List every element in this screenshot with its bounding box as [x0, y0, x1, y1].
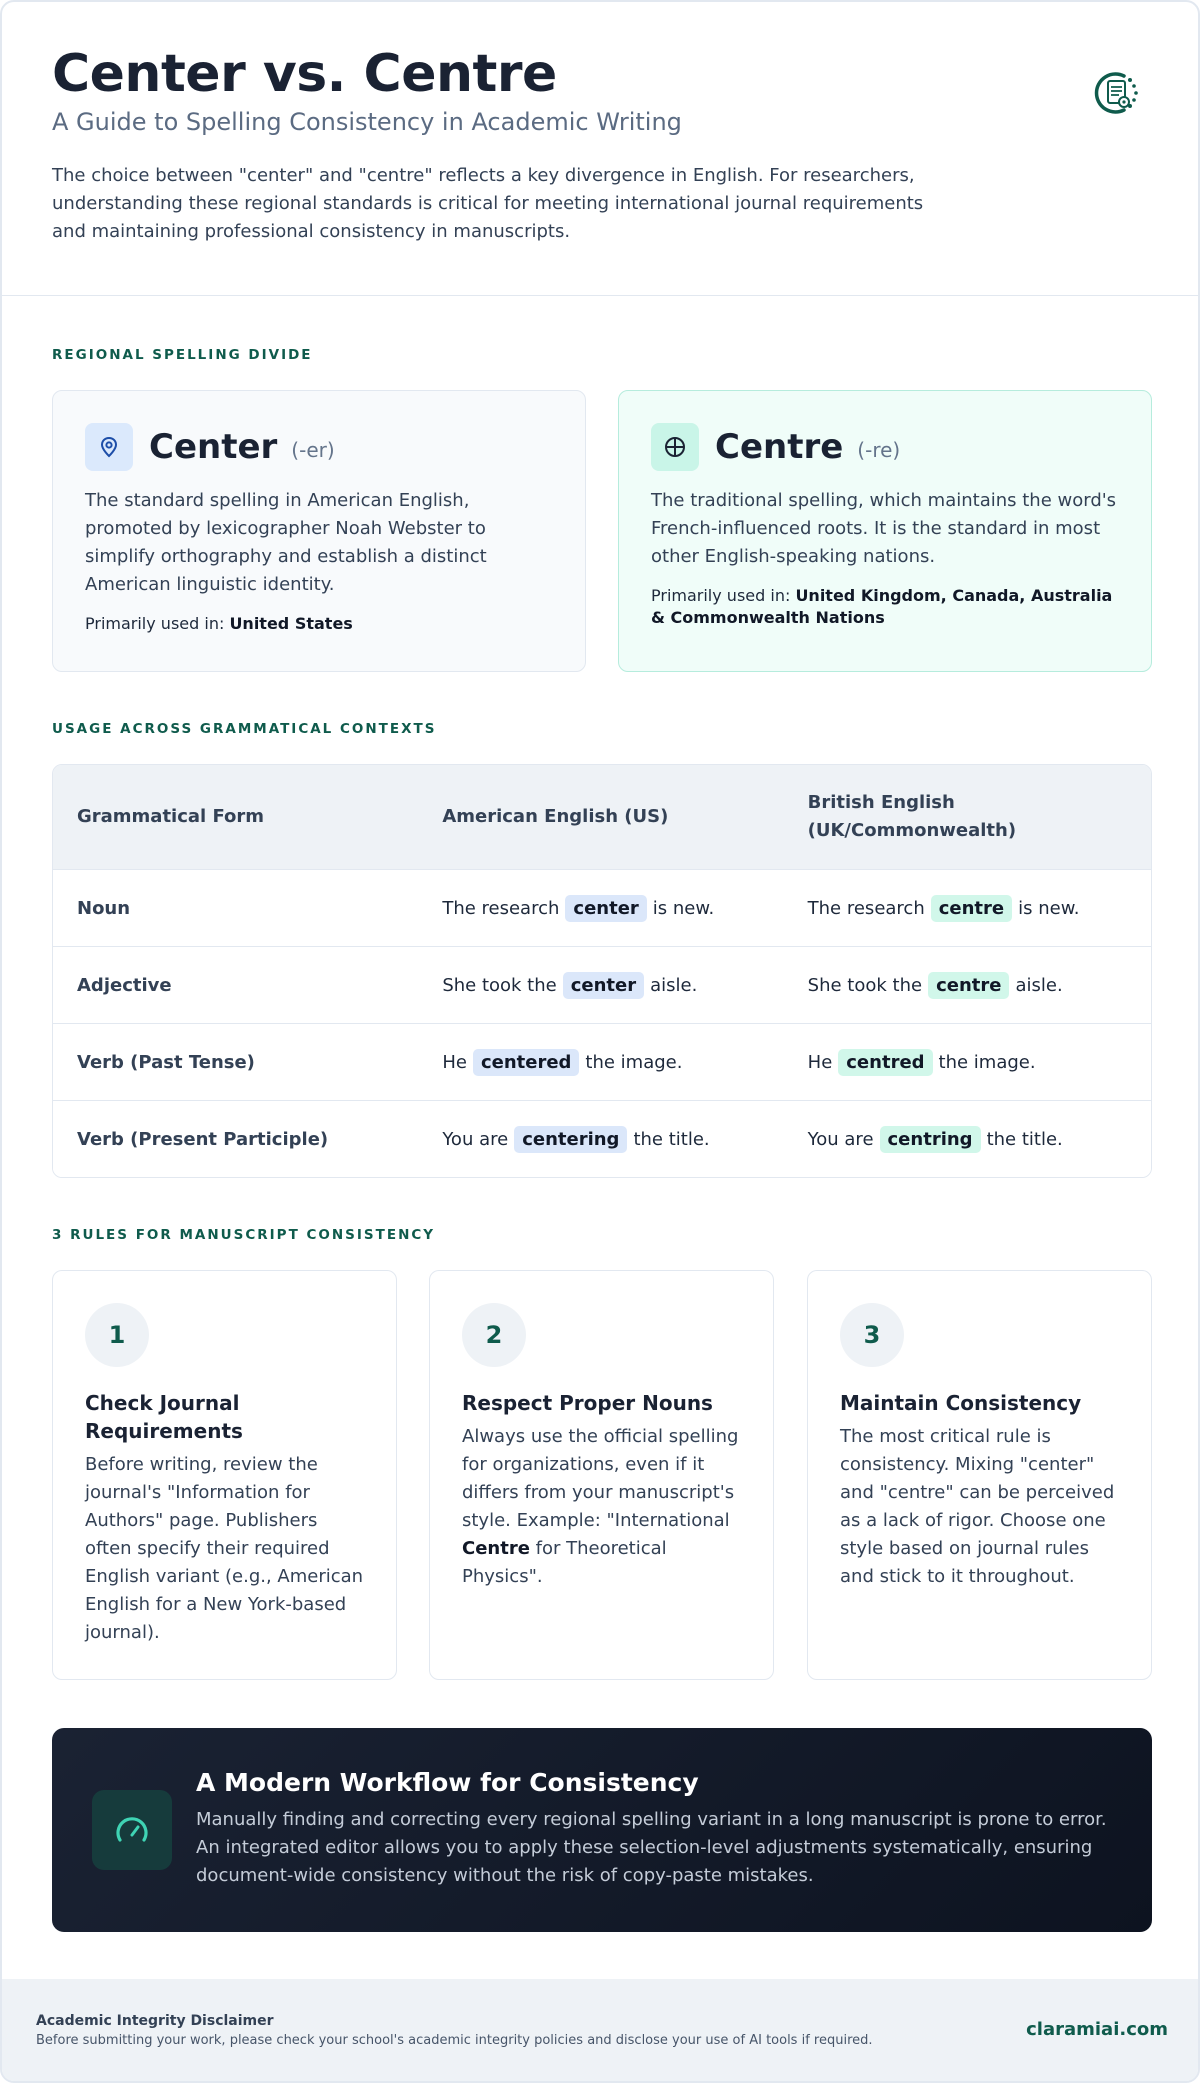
rule-number: 1	[85, 1303, 149, 1367]
table-cell-us: She took the center aisle.	[418, 947, 783, 1023]
rule-card-2	[429, 1270, 774, 1680]
brand-link[interactable]: claramiai.com	[1026, 2019, 1168, 2040]
table-cell-uk: She took the centre aisle.	[784, 947, 1151, 1023]
disclaimer-title: Academic Integrity Disclaimer	[36, 2013, 274, 2029]
table-cell-uk: The research centre is new.	[784, 870, 1151, 946]
page-subtitle: A Guide to Spelling Consistency in Academic Writing	[52, 108, 682, 136]
rule-card-1	[52, 1270, 397, 1680]
card-word-centre: Centre	[715, 427, 844, 467]
highlight-uk: centring	[880, 1126, 981, 1153]
card-center-us	[52, 390, 586, 672]
highlight-uk: centre	[931, 895, 1012, 922]
table-row	[53, 1100, 1151, 1177]
highlight-us: center	[563, 972, 644, 999]
card-description-us: The standard spelling in American English, promoted by lexicographer Noah Webster to simplify orthography and establish a distinct American linguistic identity.	[85, 490, 487, 595]
card-suffix-re: (-re)	[857, 438, 901, 462]
card-centre-uk	[618, 390, 1152, 672]
rule-text: Before writing, review the journal's "Information for Authors" page. Publishers often specify their required English variant (e.g., American English for a New York-based journal).	[85, 1454, 364, 1643]
usage-table	[52, 764, 1152, 1178]
highlight-us: centering	[514, 1126, 627, 1153]
card-description-uk: The traditional spelling, which maintains the word's French-influenced roots. It is the standard in most other English-speaking nations.	[651, 490, 1117, 567]
table-header-us: American English (US)	[442, 806, 669, 827]
table-cell-uk: You are centring the title.	[784, 1101, 1151, 1177]
section-label-usage: USAGE ACROSS GRAMMATICAL CONTEXTS	[52, 721, 437, 737]
rule-card-3	[807, 1270, 1152, 1680]
intro-paragraph: The choice between "center" and "centre" reflects a key divergence in English. For researchers, understanding these regional standards is critical for meeting international journal requirements and maintaining professional consistency in manuscripts.	[52, 165, 924, 242]
workflow-title: A Modern Workflow for Consistency	[196, 1768, 699, 1797]
table-cell-form: Adjective	[77, 974, 172, 996]
workflow-banner	[52, 1728, 1152, 1932]
section-label-rules: 3 RULES FOR MANUSCRIPT CONSISTENCY	[52, 1227, 436, 1243]
page-title: Center vs. Centre	[52, 44, 557, 104]
table-cell-form: Noun	[77, 897, 131, 919]
highlight-uk: centred	[838, 1049, 932, 1076]
table-row	[53, 946, 1151, 1023]
rule-text: The most critical rule is consistency. Mixing "center" and "centre" can be perceived as a lack of rigor. Choose one style based on journal rules and stick to it throughout.	[840, 1426, 1115, 1587]
rule-title: Check Journal Requirements	[85, 1391, 243, 1443]
card-used-in-us: Primarily used in: United States	[85, 614, 353, 633]
table-cell-us: You are centering the title.	[418, 1101, 783, 1177]
globe-icon	[651, 423, 699, 471]
table-row	[53, 869, 1151, 946]
rule-number: 3	[840, 1303, 904, 1367]
disclaimer-text: Before submitting your work, please check your school's academic integrity policies and disclose your use of AI tools if required.	[36, 2033, 873, 2048]
table-cell-form: Verb (Past Tense)	[77, 1051, 255, 1073]
page-footer	[2, 1979, 1200, 2083]
highlight-us: center	[565, 895, 646, 922]
table-cell-form: Verb (Present Participle)	[77, 1128, 329, 1150]
rule-text: Always use the official spelling for organizations, even if it differs from your manuscript's style. Example: "International Centre for Theoretical Physics".	[462, 1426, 739, 1587]
table-cell-uk: He centred the image.	[784, 1024, 1151, 1100]
table-header-row	[53, 765, 1151, 869]
gauge-icon	[92, 1790, 172, 1870]
document-gear-icon	[1094, 70, 1140, 116]
highlight-uk: centre	[928, 972, 1009, 999]
rule-title: Respect Proper Nouns	[462, 1391, 713, 1415]
rule-title: Maintain Consistency	[840, 1391, 1082, 1415]
table-header-form: Grammatical Form	[77, 806, 265, 827]
card-word-center: Center	[149, 427, 278, 467]
highlight-us: centered	[473, 1049, 579, 1076]
rule-number: 2	[462, 1303, 526, 1367]
table-cell-us: He centered the image.	[418, 1024, 783, 1100]
section-label-regional: REGIONAL SPELLING DIVIDE	[52, 347, 313, 363]
map-pin-icon	[85, 423, 133, 471]
table-row	[53, 1023, 1151, 1100]
table-header-uk: British English (UK/Commonwealth)	[807, 792, 1017, 841]
page-header	[2, 2, 1200, 296]
card-used-in-uk: Primarily used in: United Kingdom, Canada, Australia & Commonwealth Nations	[651, 586, 1113, 627]
table-cell-us: The research center is new.	[418, 870, 783, 946]
workflow-text: Manually finding and correcting every regional spelling variant in a long manuscript is prone to error. An integrated editor allows you to apply these selection-level adjustments systematically, ensuring document-wide consistency without the risk of copy-paste mistakes.	[196, 1809, 1107, 1886]
card-suffix-er: (-er)	[291, 438, 335, 462]
